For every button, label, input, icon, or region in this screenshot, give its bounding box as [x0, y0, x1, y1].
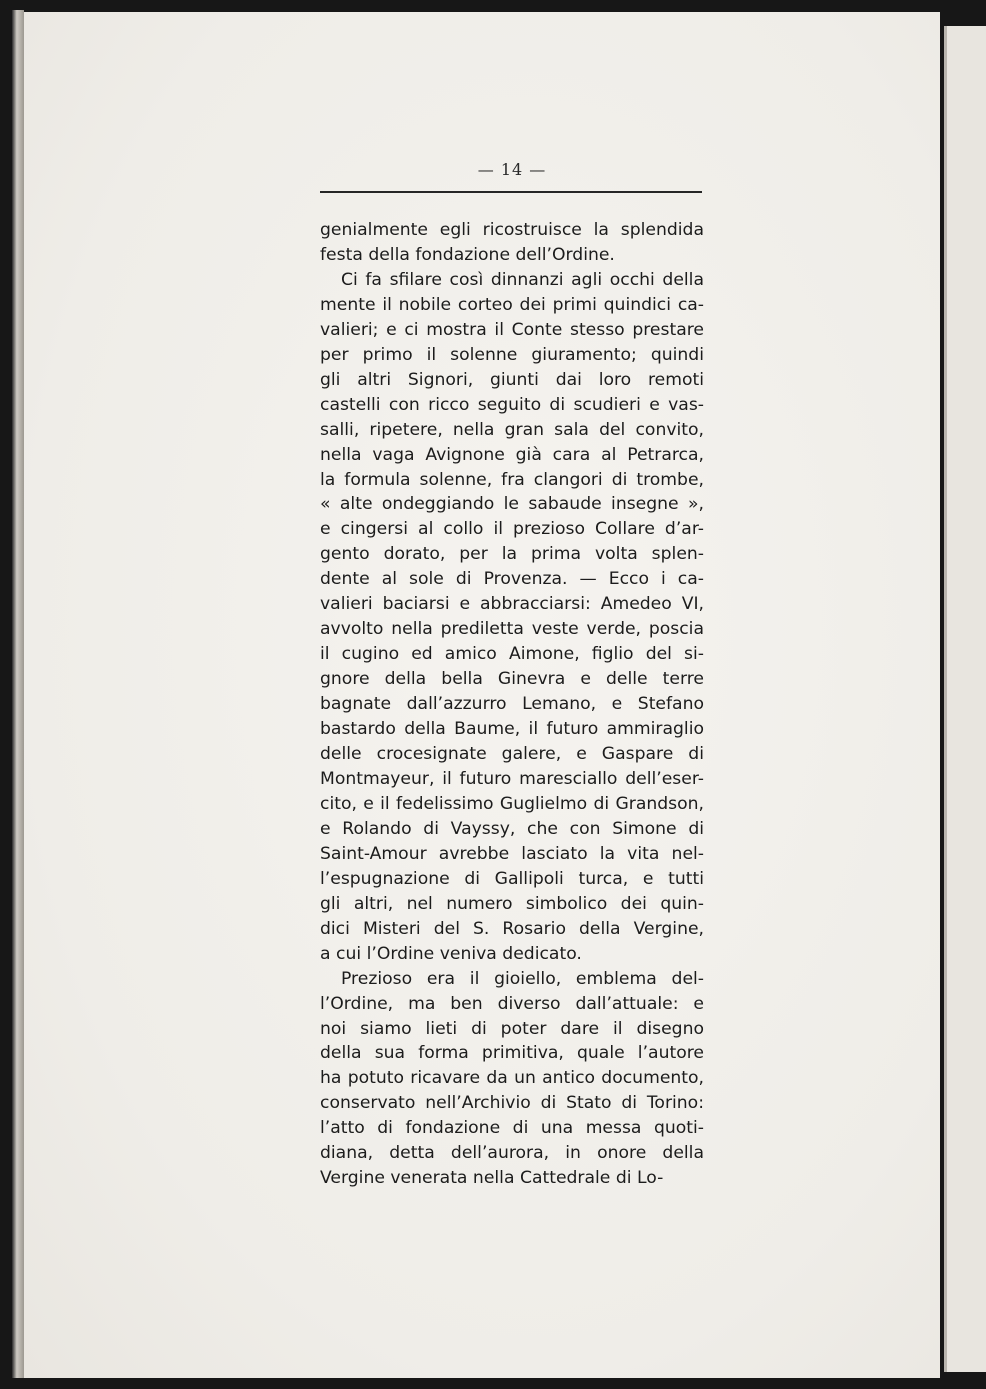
- text-line: la formula solenne, fra clangori di trombe,: [320, 469, 704, 490]
- text-line: gnore della bella Ginevra e delle terre: [320, 669, 704, 690]
- text-line: della sua forma primitiva, quale l’autore: [320, 1043, 704, 1064]
- text-line: bagnate dall’azzurro Lemano, e Stefano: [320, 694, 704, 715]
- text-line: dici Misteri del S. Rosario della Vergine,: [320, 918, 704, 939]
- text-line: salli, ripetere, nella gran sala del convito,: [320, 419, 704, 440]
- adjacent-page-edge: [944, 26, 986, 1372]
- text-line: Saint-Amour avrebbe lasciato la vita nel-: [320, 843, 704, 864]
- header-rule: [320, 191, 702, 193]
- paragraph: [320, 967, 704, 1192]
- text-line: mente il nobile corteo dei primi quindici ca-: [320, 294, 704, 315]
- text-line: cito, e il fedelissimo Guglielmo di Grandson,: [320, 793, 704, 814]
- text-line: dente al sole di Provenza. — Ecco i ca-: [320, 569, 704, 590]
- text-line: noi siamo lieti di poter dare il disegno: [320, 1018, 704, 1039]
- text-line: l’espugnazione di Gallipoli turca, e tutti: [320, 868, 704, 889]
- page-number: — 14 —: [477, 160, 547, 179]
- text-line: diana, detta dell’aurora, in onore della: [320, 1143, 704, 1164]
- text-line: per primo il solenne giuramento; quindi: [320, 344, 704, 365]
- text-line: e cingersi al collo il prezioso Collare d’ar-: [320, 519, 704, 540]
- text-line: l’atto di fondazione di una messa quoti-: [320, 1118, 704, 1139]
- text-line: genialmente egli ricostruisce la splendida: [320, 220, 704, 240]
- text-line: Prezioso era il gioiello, emblema del-: [341, 968, 704, 989]
- text-line: e Rolando di Vayssy, che con Simone di: [320, 818, 704, 839]
- text-line: gento dorato, per la prima volta splen-: [320, 544, 704, 565]
- text-line: Vergine venerata nella Cattedrale di Lo-: [320, 1168, 664, 1189]
- text-line: bastardo della Baume, il futuro ammiraglio: [320, 719, 704, 740]
- text-line: a cui l’Ordine veniva dedicato.: [320, 943, 582, 964]
- text-line: l’Ordine, ma ben diverso dall’attuale: e: [320, 993, 704, 1014]
- text-line: castelli con ricco seguito di scudieri e vas-: [320, 394, 704, 415]
- text-line: nella vaga Avignone già cara al Petrarca,: [320, 444, 704, 465]
- text-line: Montmayeur, il futuro maresciallo dell’eser-: [320, 768, 704, 789]
- text-line: gli altri, nel numero simbolico dei quin-: [320, 893, 704, 914]
- text-line: valieri baciarsi e abbracciarsi: Amedeo VI,: [320, 594, 704, 615]
- paragraph: [320, 268, 704, 967]
- text-line: « alte ondeggiando le sabaude insegne »,: [320, 494, 704, 515]
- binding-edge: [12, 10, 24, 1378]
- text-line: il cugino ed amico Aimone, figlio del si-: [320, 644, 704, 665]
- text-line: ha potuto ricavare da un antico documento,: [320, 1068, 704, 1089]
- text-line: valieri; e ci mostra il Conte stesso prestare: [320, 319, 704, 340]
- text-line: Ci fa sfilare così dinnanzi agli occhi della: [341, 269, 704, 290]
- text-line: gli altri Signori, giunti dai loro remoti: [320, 369, 704, 390]
- text-line: delle crocesignate galere, e Gaspare di: [320, 744, 704, 765]
- text-line: festa della fondazione dell’Ordine.: [320, 244, 615, 265]
- text-line: avvolto nella prediletta veste verde, poscia: [320, 619, 704, 640]
- paragraph: [320, 218, 704, 268]
- text-line: conservato nell’Archivio di Stato di Torino:: [320, 1093, 704, 1114]
- body-text: [320, 218, 704, 1191]
